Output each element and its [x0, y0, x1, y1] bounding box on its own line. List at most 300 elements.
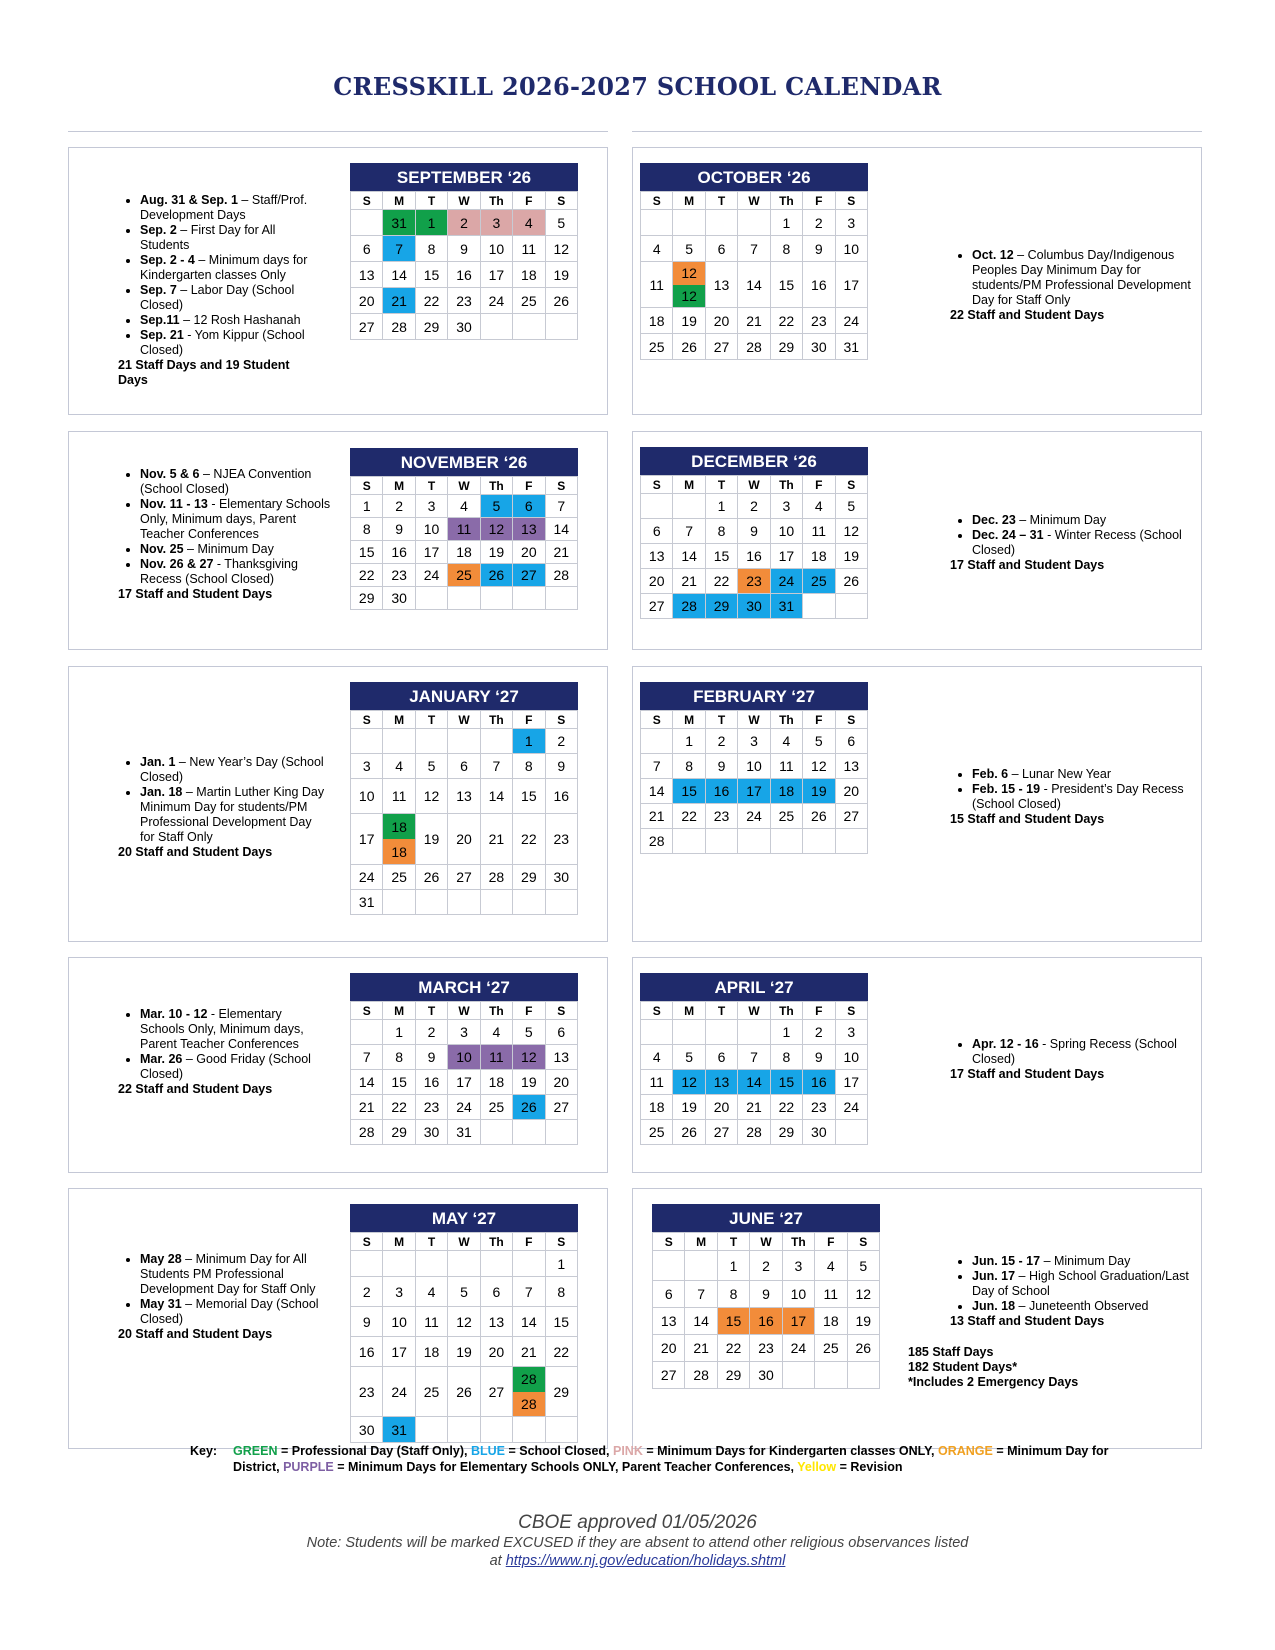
day-cell: 20	[653, 1335, 685, 1362]
month-header: APRIL ‘27	[640, 973, 868, 1001]
title-divider-right	[632, 131, 1202, 132]
day-cell-highlighted: 12	[480, 518, 512, 541]
event-description: – Minimum Day	[1040, 1254, 1131, 1268]
day-cell: 24	[351, 865, 383, 890]
day-cell: 6	[705, 236, 737, 262]
day-cell: 29	[351, 587, 383, 610]
day-cell: 3	[782, 1251, 814, 1281]
week-row	[653, 1251, 880, 1281]
day-cell: 9	[750, 1281, 782, 1308]
month-grid	[640, 191, 868, 360]
day-cell-highlighted: 16	[705, 779, 737, 804]
weekday-header: W	[448, 711, 480, 729]
week-row	[351, 1095, 578, 1120]
day-cell: 29	[383, 1120, 415, 1145]
day-cell: 27	[448, 865, 480, 890]
day-cell-highlighted: 31	[383, 1417, 415, 1443]
week-row	[351, 814, 578, 865]
event-item	[140, 283, 322, 313]
event-description: – Labor Day (School Closed)	[140, 283, 295, 312]
event-date: May 31	[140, 1297, 182, 1311]
footer-at: at	[489, 1553, 506, 1569]
month-header: MAY ‘27	[350, 1204, 578, 1232]
event-item	[972, 248, 1198, 308]
empty-day-cell	[653, 1251, 685, 1281]
day-cell-highlighted: 17	[738, 779, 770, 804]
key-purple-desc: = Minimum Days for Elementary Schools ONLY, Parent Teacher Conferences,	[333, 1460, 798, 1474]
event-list	[936, 513, 1198, 558]
day-cell: 22	[717, 1335, 749, 1362]
day-cell: 11	[513, 236, 545, 262]
weekday-header: M	[673, 476, 705, 494]
event-date: Jan. 1	[140, 755, 176, 769]
event-date: Sep.11	[140, 313, 180, 327]
event-list	[104, 467, 332, 587]
notes-may	[104, 1252, 334, 1342]
day-cell: 21	[673, 569, 705, 594]
empty-day-cell	[641, 210, 673, 236]
empty-day-cell	[383, 729, 415, 754]
day-cell: 14	[513, 1307, 545, 1337]
day-cell: 23	[750, 1335, 782, 1362]
day-cell: 10	[480, 236, 512, 262]
event-date: May 28	[140, 1252, 182, 1266]
month-summary: 20 Staff and Student Days	[118, 845, 273, 859]
day-cell: 28	[480, 865, 512, 890]
day-cell: 11	[641, 1070, 673, 1095]
event-item	[140, 497, 332, 542]
day-cell: 18	[803, 544, 835, 569]
day-cell: 15	[351, 541, 383, 564]
approval-date: CBOE approved 01/05/2026	[518, 1512, 757, 1533]
week-row	[351, 1045, 578, 1070]
day-cell: 24	[782, 1335, 814, 1362]
day-cell: 1	[545, 1251, 577, 1277]
weekday-header: Th	[770, 711, 802, 729]
empty-day-cell	[415, 729, 447, 754]
day-cell: 5	[803, 729, 835, 754]
weekday-header: W	[448, 1002, 480, 1020]
day-cell: 13	[545, 1045, 577, 1070]
event-description: – Columbus Day/Indigenous Peoples Day Minimum Day for students/PM Professional Development Day for Staff Only	[972, 248, 1191, 307]
empty-day-cell	[480, 1417, 512, 1443]
day-cell: 7	[513, 1277, 545, 1307]
day-cell: 21	[545, 541, 577, 564]
day-cell: 7	[351, 1045, 383, 1070]
month-grid	[640, 1001, 868, 1145]
month-summary: 21 Staff Days and 19 Student Days	[118, 358, 290, 387]
day-cell: 9	[705, 754, 737, 779]
day-cell: 6	[351, 236, 383, 262]
day-cell: 23	[545, 814, 577, 865]
weekday-header: S	[351, 192, 383, 210]
event-date: Feb. 6	[972, 767, 1009, 781]
event-description: - Spring Recess (School Closed)	[972, 1037, 1177, 1066]
month-summary: 22 Staff and Student Days	[118, 1082, 273, 1096]
day-cell: 21	[351, 1095, 383, 1120]
event-item	[140, 328, 322, 358]
notes-october	[936, 248, 1198, 323]
day-cell: 25	[383, 865, 415, 890]
week-row	[351, 1120, 578, 1145]
weekday-header: F	[513, 711, 545, 729]
key-yellow-desc: = Revision	[836, 1460, 903, 1474]
event-item	[140, 253, 322, 283]
day-cell: 20	[705, 1095, 737, 1120]
week-row	[351, 890, 578, 915]
empty-day-cell	[815, 1362, 847, 1389]
day-cell: 29	[770, 334, 802, 360]
empty-day-cell	[513, 587, 545, 610]
day-cell: 20	[705, 308, 737, 334]
week-row	[351, 587, 578, 610]
day-cell: 8	[673, 754, 705, 779]
day-cell: 6	[448, 754, 480, 779]
empty-day-cell	[513, 890, 545, 915]
event-item	[972, 528, 1198, 558]
day-cell: 11	[383, 779, 415, 814]
day-cell: 4	[480, 1020, 512, 1045]
day-cell: 13	[705, 262, 737, 308]
day-cell: 6	[545, 1020, 577, 1045]
notes-november	[104, 467, 332, 602]
weekday-header: M	[383, 711, 415, 729]
emergency-days-note: *Includes 2 Emergency Days	[908, 1375, 1079, 1389]
day-cell-part: 18	[383, 814, 414, 839]
day-cell: 22	[770, 1095, 802, 1120]
event-description: – Memorial Day (School Closed)	[140, 1297, 319, 1326]
day-cell: 1	[770, 210, 802, 236]
key-green: GREEN	[233, 1444, 278, 1458]
weekday-header: T	[705, 1002, 737, 1020]
notes-january	[104, 755, 326, 860]
day-cell: 17	[415, 541, 447, 564]
empty-day-cell	[415, 587, 447, 610]
day-cell-split	[513, 1367, 545, 1417]
week-row	[653, 1281, 880, 1308]
day-cell-highlighted: 13	[705, 1070, 737, 1095]
day-cell: 17	[383, 1337, 415, 1367]
event-item	[140, 1252, 334, 1297]
key-label: Key:	[190, 1444, 218, 1458]
weekday-header: Th	[770, 476, 802, 494]
day-cell: 22	[545, 1337, 577, 1367]
week-row	[351, 865, 578, 890]
weekday-header: F	[513, 477, 545, 495]
weekday-header: S	[847, 1233, 879, 1251]
weekday-header: Th	[770, 192, 802, 210]
day-cell: 22	[705, 569, 737, 594]
event-description: – Martin Luther King Day Minimum Day for students/PM Professional Development Day for Staff Only	[140, 785, 325, 844]
event-list	[936, 248, 1198, 308]
day-cell: 16	[803, 262, 835, 308]
day-cell: 10	[770, 519, 802, 544]
day-cell: 2	[803, 1020, 835, 1045]
weekday-header: F	[513, 192, 545, 210]
day-cell: 16	[545, 779, 577, 814]
key-orange-desc: = Minimum Day for District,	[233, 1444, 1109, 1474]
day-cell: 10	[738, 754, 770, 779]
month-grid	[640, 710, 868, 854]
event-date: Jun. 18	[972, 1299, 1016, 1313]
day-cell-part: 28	[513, 1367, 544, 1392]
day-cell: 24	[835, 308, 867, 334]
day-cell: 23	[415, 1095, 447, 1120]
day-cell: 8	[770, 1045, 802, 1070]
total-student-days: 182 Student Days*	[908, 1360, 1018, 1374]
notes-march	[104, 1007, 326, 1097]
day-cell-highlighted: 30	[738, 594, 770, 619]
day-cell: 4	[641, 236, 673, 262]
week-row	[351, 1070, 578, 1095]
day-cell: 7	[738, 1045, 770, 1070]
month-grid	[350, 710, 578, 915]
weekday-header: W	[738, 192, 770, 210]
week-row	[653, 1308, 880, 1335]
week-row	[641, 494, 868, 519]
day-cell: 18	[480, 1070, 512, 1095]
event-description: - Elementary Schools Only, Minimum days, Parent Teacher Conferences	[140, 497, 331, 541]
event-date: Nov. 11 - 13	[140, 497, 208, 511]
day-cell: 17	[835, 262, 867, 308]
day-cell: 14	[641, 779, 673, 804]
weekday-header: S	[641, 711, 673, 729]
weekday-header: T	[717, 1233, 749, 1251]
holidays-link[interactable]: https://www.nj.gov/education/holidays.shtml	[505, 1553, 786, 1569]
day-cell: 2	[545, 729, 577, 754]
weekday-header: S	[351, 1002, 383, 1020]
day-cell: 26	[545, 288, 577, 314]
empty-day-cell	[448, 890, 480, 915]
day-cell: 7	[480, 754, 512, 779]
day-cell: 1	[717, 1251, 749, 1281]
event-description: – NJEA Convention (School Closed)	[140, 467, 312, 496]
weekday-header: T	[705, 476, 737, 494]
weekday-header: W	[448, 1233, 480, 1251]
empty-day-cell	[383, 1251, 415, 1277]
event-date: Sep. 21	[140, 328, 184, 342]
day-cell: 22	[770, 308, 802, 334]
key-purple: PURPLE	[283, 1460, 334, 1474]
empty-day-cell	[513, 1251, 545, 1277]
week-row	[351, 288, 578, 314]
event-date: Jun. 15 - 17	[972, 1254, 1041, 1268]
day-cell-highlighted: 4	[513, 210, 545, 236]
day-cell: 8	[705, 519, 737, 544]
day-cell: 30	[448, 314, 480, 340]
event-description: – New Year’s Day (School Closed)	[140, 755, 324, 784]
weekday-header: S	[641, 476, 673, 494]
year-totals	[908, 1345, 1078, 1390]
day-cell-part: 12	[673, 262, 704, 285]
weekday-header: M	[383, 1002, 415, 1020]
empty-day-cell	[545, 890, 577, 915]
month-summary: 17 Staff and Student Days	[950, 1067, 1105, 1081]
day-cell: 20	[480, 1337, 512, 1367]
empty-day-cell	[545, 314, 577, 340]
empty-day-cell	[448, 587, 480, 610]
day-cell: 26	[673, 1120, 705, 1145]
month-summary: 13 Staff and Student Days	[950, 1314, 1105, 1328]
day-cell: 11	[803, 519, 835, 544]
day-cell: 10	[835, 236, 867, 262]
week-row	[641, 236, 868, 262]
day-cell: 13	[480, 1307, 512, 1337]
day-cell: 7	[545, 495, 577, 518]
day-cell: 10	[782, 1281, 814, 1308]
weekday-header: W	[750, 1233, 782, 1251]
day-cell: 15	[545, 1307, 577, 1337]
calendar-april	[640, 973, 868, 1145]
day-cell: 3	[351, 754, 383, 779]
day-cell: 10	[383, 1307, 415, 1337]
day-cell: 3	[448, 1020, 480, 1045]
empty-day-cell	[641, 494, 673, 519]
day-cell: 29	[770, 1120, 802, 1145]
day-cell: 28	[641, 829, 673, 854]
day-cell: 26	[415, 865, 447, 890]
month-summary: 17 Staff and Student Days	[118, 587, 273, 601]
empty-day-cell	[448, 729, 480, 754]
event-list	[104, 1252, 334, 1327]
key-orange: ORANGE	[938, 1444, 993, 1458]
day-cell: 8	[351, 518, 383, 541]
weekday-header: F	[803, 192, 835, 210]
calendar-december	[640, 447, 868, 619]
weekday-header: S	[835, 711, 867, 729]
week-row	[641, 754, 868, 779]
empty-day-cell	[782, 1362, 814, 1389]
weekday-header: S	[835, 192, 867, 210]
key-pink-desc: = Minimum Days for Kindergarten classes ONLY,	[642, 1444, 938, 1458]
day-cell: 26	[803, 804, 835, 829]
day-cell: 12	[545, 236, 577, 262]
week-row	[641, 779, 868, 804]
day-cell-highlighted: 1	[415, 210, 447, 236]
day-cell-highlighted: 13	[513, 518, 545, 541]
day-cell: 23	[448, 288, 480, 314]
month-grid	[640, 475, 868, 619]
day-cell: 19	[448, 1337, 480, 1367]
day-cell: 9	[803, 1045, 835, 1070]
day-cell: 2	[383, 495, 415, 518]
month-header: NOVEMBER ‘26	[350, 448, 578, 476]
event-description: – Lunar New Year	[1008, 767, 1111, 781]
weekday-header: S	[641, 192, 673, 210]
day-cell: 11	[415, 1307, 447, 1337]
day-cell: 22	[673, 804, 705, 829]
day-cell: 27	[705, 334, 737, 360]
day-cell: 13	[653, 1308, 685, 1335]
event-description: - Yom Kippur (School Closed)	[140, 328, 305, 357]
month-grid	[350, 476, 578, 610]
week-row	[351, 1367, 578, 1417]
total-staff-days: 185 Staff Days	[908, 1345, 994, 1359]
weekday-header: F	[803, 711, 835, 729]
day-cell-highlighted: 17	[782, 1308, 814, 1335]
week-row	[653, 1362, 880, 1389]
empty-day-cell	[835, 594, 867, 619]
day-cell: 11	[815, 1281, 847, 1308]
week-row	[351, 1251, 578, 1277]
footer	[0, 1512, 1275, 1570]
day-cell: 18	[415, 1337, 447, 1367]
day-cell: 5	[847, 1251, 879, 1281]
week-row	[351, 779, 578, 814]
day-cell-split	[673, 262, 705, 308]
weekday-header: F	[803, 1002, 835, 1020]
day-cell: 19	[480, 541, 512, 564]
day-cell: 12	[835, 519, 867, 544]
event-item	[972, 513, 1198, 528]
event-list	[104, 755, 326, 845]
empty-day-cell	[847, 1362, 879, 1389]
month-header: DECEMBER ‘26	[640, 447, 868, 475]
day-cell: 9	[415, 1045, 447, 1070]
event-date: Oct. 12	[972, 248, 1014, 262]
day-cell: 19	[847, 1308, 879, 1335]
day-cell: 24	[738, 804, 770, 829]
day-cell: 26	[847, 1335, 879, 1362]
day-cell-part: 28	[513, 1392, 544, 1417]
weekday-header: M	[383, 477, 415, 495]
day-cell: 29	[415, 314, 447, 340]
day-cell: 12	[415, 779, 447, 814]
day-cell: 24	[415, 564, 447, 587]
event-description: – Staff/Prof. Development Days	[140, 193, 308, 222]
empty-day-cell	[351, 1251, 383, 1277]
event-item	[972, 1037, 1198, 1067]
color-key	[190, 1443, 1110, 1475]
day-cell: 10	[415, 518, 447, 541]
weekday-header: S	[545, 192, 577, 210]
weekday-header: S	[545, 1233, 577, 1251]
day-cell: 20	[641, 569, 673, 594]
day-cell: 24	[480, 288, 512, 314]
day-cell: 26	[448, 1367, 480, 1417]
week-row	[351, 495, 578, 518]
day-cell: 27	[653, 1362, 685, 1389]
day-cell-highlighted: 25	[803, 569, 835, 594]
day-cell-highlighted: 26	[480, 564, 512, 587]
day-cell: 18	[641, 1095, 673, 1120]
day-cell: 24	[835, 1095, 867, 1120]
event-description: – Minimum Day	[183, 542, 274, 556]
day-cell-highlighted: 1	[513, 729, 545, 754]
empty-day-cell	[705, 210, 737, 236]
day-cell: 19	[415, 814, 447, 865]
weekday-header: F	[513, 1233, 545, 1251]
empty-day-cell	[351, 1020, 383, 1045]
event-description: – Minimum Day	[1015, 513, 1107, 527]
day-cell: 5	[673, 236, 705, 262]
day-cell: 22	[513, 814, 545, 865]
weekday-header: S	[545, 477, 577, 495]
day-cell: 2	[750, 1251, 782, 1281]
notes-april	[936, 1037, 1198, 1082]
weekday-header: Th	[782, 1233, 814, 1251]
day-cell: 3	[835, 210, 867, 236]
day-cell: 22	[415, 288, 447, 314]
day-cell: 2	[705, 729, 737, 754]
empty-day-cell	[803, 829, 835, 854]
day-cell: 20	[513, 541, 545, 564]
event-item	[140, 1052, 326, 1082]
event-item	[140, 1007, 326, 1052]
day-cell: 4	[815, 1251, 847, 1281]
day-cell: 14	[383, 262, 415, 288]
day-cell: 14	[351, 1070, 383, 1095]
